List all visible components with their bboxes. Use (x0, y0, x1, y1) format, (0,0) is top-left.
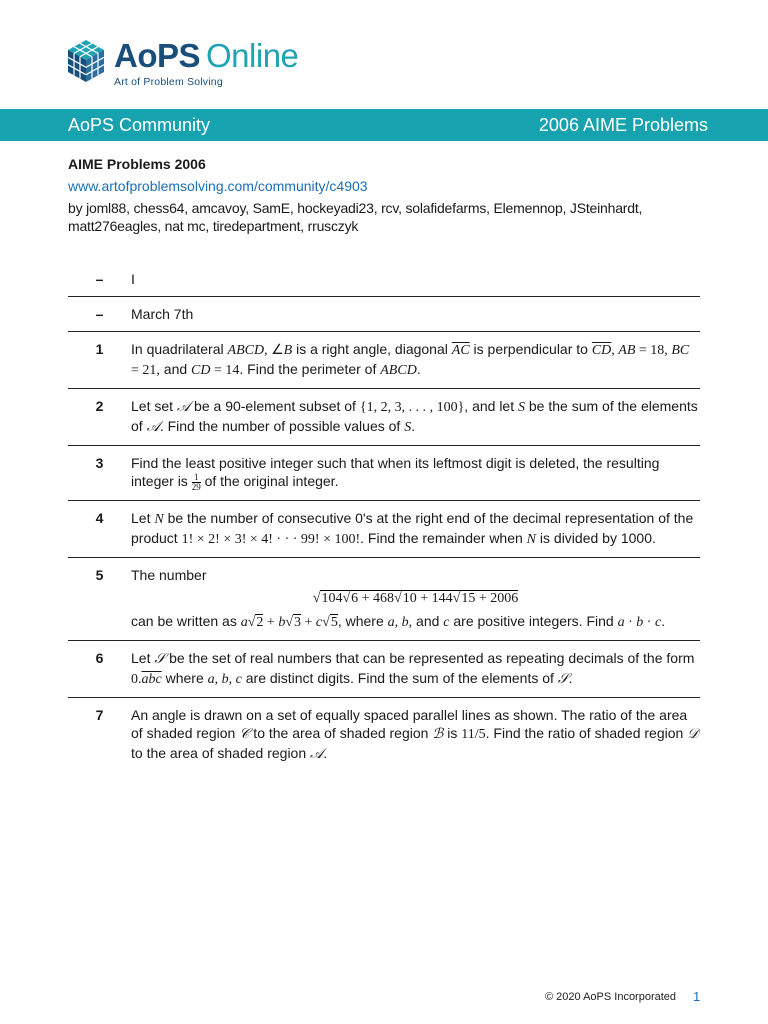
aops-logo[interactable] (66, 38, 298, 88)
row-number: 7 (95, 706, 104, 723)
problem-7-text: An angle is drawn on a set of equally spaced parallel lines as shown. The ratio of the area of shaded region 𝒞 to the area of shaded region ℬ is 11/5. Find the ratio of shaded region 𝒟 to the area of shaded region 𝒜. (131, 706, 699, 762)
problem-1-text: In quadrilateral ABCD, ∠B is a right angle, diagonal $\overline{AC}$ is perpendicular to $\overline{CD}$, AB = 18, BC = 21, and CD = 14. Find the perimeter of ABCD. (131, 341, 690, 378)
row-text: I (131, 271, 135, 287)
problem-3-text: Find the least positive integer such that when its leftmost digit is deleted, the resulting integer is $\frac{1}{29}$ of the original integer. (131, 455, 660, 492)
contest-title: 2006 AIME Problems (538, 115, 708, 135)
table-row (68, 389, 700, 446)
header-band (0, 109, 768, 141)
row-number: 4 (95, 509, 104, 526)
row-number: 1 (95, 341, 104, 357)
problem-4-text: Let N be the number of consecutive 0's at the right end of the decimal representation of the product 1! × 2! × 3! × 4! · · · 99! × 100!. Find the remainder when N is divided by 1000. (131, 509, 694, 547)
page-number: 1 (693, 989, 701, 1004)
document-title: AIME Problems 2006 (68, 156, 206, 172)
footer-copyright: © 2020 AoPS Incorporated (545, 991, 677, 1003)
problem-5-text: The number √104√6 + 468√10 + 144√15 + 2006 can be written as a√2 + b√3 + c√5, where a, b, and c are positive integers. Find a · b · c. (131, 557, 700, 640)
display-equation: √104√6 + 468√10 + 144√15 + 2006 (312, 590, 519, 606)
community-title: AoPS Community (68, 115, 211, 135)
table-row (68, 500, 700, 557)
row-number: 6 (95, 649, 104, 666)
row-text: March 7th (131, 306, 194, 322)
table-row (68, 640, 700, 697)
table-row (68, 332, 700, 389)
row-number: 3 (95, 455, 104, 471)
authors-line: by joml88, chess64, amcavoy, SamE, hockeyadi23, rcv, solafidefarms, Elemennop, JSteinhardt, matt276eagles, nat mc, tiredepartment, rrusczyk (68, 200, 643, 234)
brand-tagline: Art of Problem Solving (114, 76, 223, 88)
table-row (68, 697, 700, 772)
row-number: – (95, 271, 104, 287)
problem-2-text: Let set 𝒜 be a 90-element subset of {1, 2, 3, . . . , 100}, and let S be the sum of the elements of 𝒜. Find the number of possible values of S. (131, 398, 698, 435)
aops-cube-icon (66, 38, 106, 84)
table-row (68, 297, 700, 332)
brand-name: AoPS Online (114, 37, 299, 74)
row-number: 2 (95, 398, 104, 414)
document-meta (68, 155, 718, 235)
problem-6-text: Let 𝒮 be the set of real numbers that can be represented as repeating decimals of the form $0.\overline{abc}$ where a, b, c are distinct digits. Find the sum of the elements of 𝒮. (131, 649, 695, 687)
table-row (68, 262, 700, 297)
table-row (68, 557, 700, 640)
row-number: – (95, 306, 104, 322)
table-row (68, 446, 700, 501)
problem-table (68, 262, 700, 772)
community-link[interactable]: www.artofproblemsolving.com/community/c4903 (68, 178, 368, 194)
row-number: 5 (95, 566, 104, 583)
